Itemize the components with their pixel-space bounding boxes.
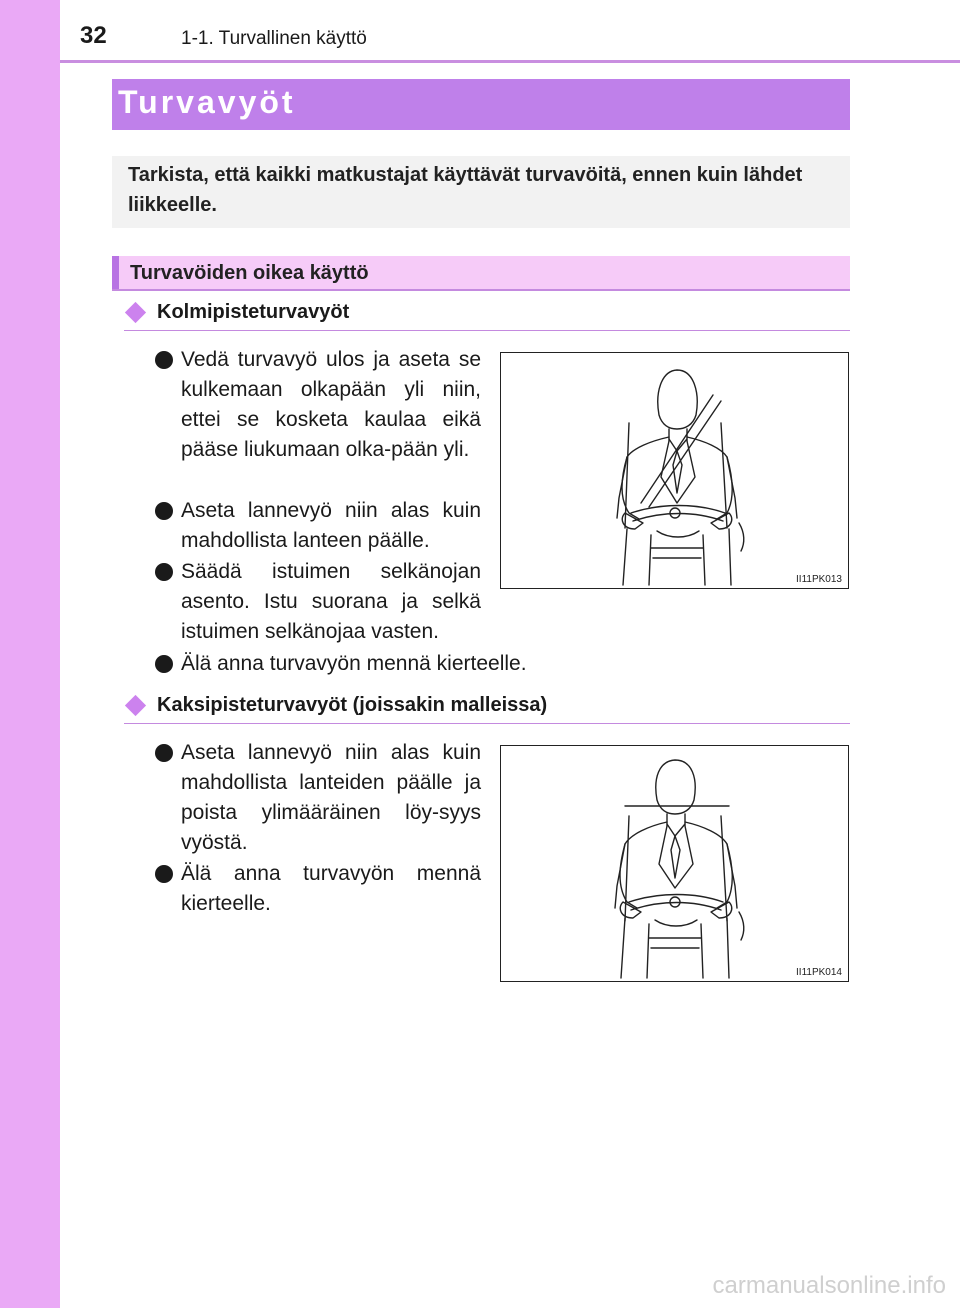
subsection-three-point [124, 300, 850, 331]
section-title: Turvavöiden oikea käyttö [130, 262, 369, 284]
section-header [112, 256, 850, 291]
bullet-icon [155, 744, 173, 762]
watermark: carmanualsonline.info [712, 1272, 946, 1299]
bullet-text: Älä anna turvavyön mennä kierteelle. [181, 652, 527, 675]
diamond-icon [125, 695, 146, 716]
chapter-title: 1-1. Turvallinen käyttö [181, 28, 367, 49]
bullet-icon [155, 563, 173, 581]
bullet-text: Aseta lannevyö niin alas kuin mahdollista lanteiden päälle ja poista ylimääräinen löy-syys vyöstä. [181, 741, 481, 854]
subsection-two-point [124, 693, 850, 724]
bullet-icon [155, 351, 173, 369]
side-strip [0, 0, 60, 1308]
figure-two-point-belt [500, 745, 849, 982]
page-number: 32 [80, 22, 107, 49]
bullet-icon [155, 655, 173, 673]
seated-person-illustration [501, 746, 848, 981]
subsection-title: Kaksipisteturvavyöt (joissakin malleissa) [157, 694, 548, 716]
bullet-text: Älä anna turvavyön mennä kierteelle. [181, 862, 481, 915]
bullet-icon [155, 502, 173, 520]
intro-text: Tarkista, että kaikki matkustajat käyttävät turvavöitä, ennen kuin lähdet liikkeelle. [128, 164, 803, 216]
section-accent [112, 256, 119, 289]
header-divider [60, 60, 960, 63]
figure-code: II11PK014 [796, 967, 842, 978]
subsection-title: Kolmipisteturvavyöt [157, 301, 350, 323]
page-title: Turvavyöt [118, 84, 296, 120]
intro-box [112, 156, 850, 228]
diamond-icon [125, 302, 146, 323]
main-title-bar [112, 79, 850, 130]
seated-person-illustration [501, 353, 848, 588]
bullet-text: Vedä turvavyö ulos ja aseta se kulkemaan olkapään yli niin, ettei se kosketa kaulaa eikä pääse liukumaan olka-pään yli. [181, 348, 481, 461]
bullet-text: Aseta lannevyö niin alas kuin mahdollista lanteen päälle. [181, 499, 481, 552]
bullet-text: Säädä istuimen selkänojan asento. Istu suorana ja selkä istuimen selkänojaa vasten. [181, 560, 481, 643]
figure-three-point-belt [500, 352, 849, 589]
bullet-icon [155, 865, 173, 883]
figure-code: II11PK013 [796, 574, 842, 585]
